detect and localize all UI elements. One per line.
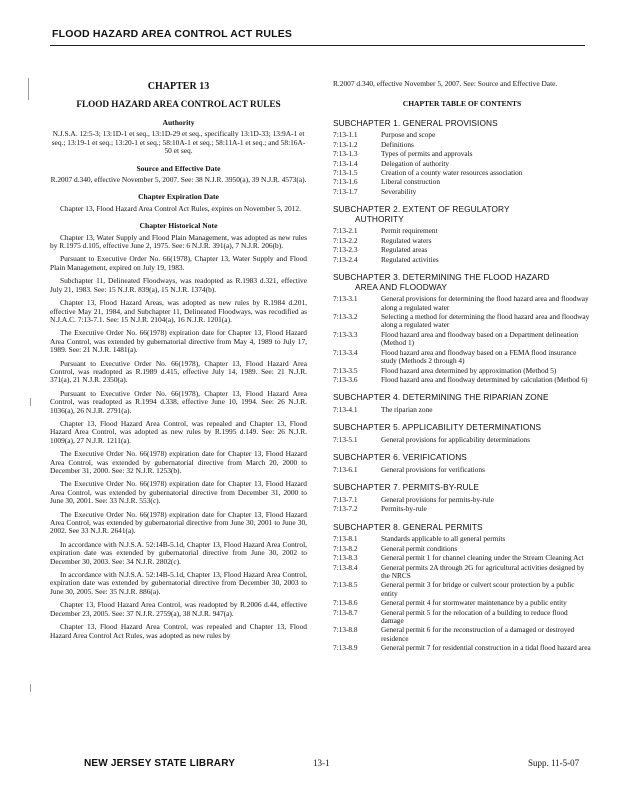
toc-subchapter-title — [333, 119, 591, 129]
toc-entry-text: Regulated areas — [381, 245, 428, 255]
toc-entry-number: 7:13-2.3 — [333, 245, 358, 255]
historical-paragraph: The Executive Order No. 66(1978) expiration date for Chapter 13, Flood Hazard Area Control, was extended by gubernatorial directive from May 4, 1989 to July 17, 1989. See: 21 N.J.R. 1481(a). — [50, 328, 307, 355]
toc-entry — [333, 131, 591, 139]
historical-paragraph: Chapter 13, Flood Hazard Areas, was adopted as new rules by R.1984 d.201, effective May 21, 1984, and Subchapter 11, Delineated Floodways, was recodified as N.J.A.C. 7:13-7.1. See: 15 N.J.R. 2104(a), 16 N.J.R. 1201(a). — [50, 298, 307, 324]
toc-entry-text: Delegation of authority — [381, 158, 450, 168]
toc-subchapter — [333, 523, 591, 653]
toc-subchapter — [333, 393, 591, 414]
toc-entry-text: Permits-by-rule — [381, 504, 427, 514]
toc-subchapter-title — [333, 205, 591, 224]
toc-subchapter-title-continuation: AREA AND FLOODWAY — [355, 281, 448, 292]
toc-entry-number: 7:13-1.1 — [333, 130, 358, 140]
right-column — [333, 80, 591, 654]
margin-mark — [30, 398, 31, 406]
historical-paragraph: Pursuant to Executive Order No. 66(1978), Chapter 13, Water Supply and Flood Plain Management, expired on July 19, 1983. — [50, 254, 307, 272]
toc-entry — [333, 188, 591, 196]
toc-entry — [333, 349, 591, 366]
toc-subchapter — [333, 205, 591, 264]
toc-entry-number: 7:13-1.6 — [333, 177, 358, 187]
historical-paragraph: The Executive Order No. 66(1978) expiration date for Chapter 13, Flood Hazard Area Control, was extended by gubernatorial directive from June 30, 2001 to June 30, 2002. See 33 N.J.R. 2641(a). — [50, 509, 307, 536]
toc-entry-number: 7:13-8.6 — [333, 598, 358, 608]
toc-entry-text: General permits 2A through 2G for agricultural activities designed by the NRCS — [381, 562, 585, 580]
toc-entry-text: Standards applicable to all general permits — [381, 534, 506, 544]
toc-entry-number: 7:13-3.4 — [333, 347, 358, 357]
toc-entry — [333, 644, 591, 652]
toc-entry — [333, 609, 591, 626]
toc-entry-text: General permit 6 for the reconstruction of a damaged or destroyed residence — [381, 625, 575, 643]
toc-subchapter-title-text: SUBCHAPTER 1. GENERAL PROVISIONS — [333, 117, 498, 128]
toc-entry-number: 7:13-1.4 — [333, 158, 358, 168]
toc-entry-number: 7:13-8.9 — [333, 643, 358, 653]
toc-entry-number: 7:13-1.3 — [333, 149, 358, 159]
toc-entry-number: 7:13-2.2 — [333, 235, 358, 245]
toc-entry — [333, 295, 591, 312]
running-head: FLOOD HAZARD AREA CONTROL ACT RULES — [52, 28, 293, 40]
toc-entry — [333, 141, 591, 149]
toc-entry-number: 7:13-6.1 — [333, 464, 358, 474]
toc-entry — [333, 331, 591, 348]
toc-entry-number: 7:13-7.2 — [333, 504, 358, 514]
toc-subchapter — [333, 423, 591, 444]
toc-entry-text: The riparian zone — [381, 404, 433, 414]
toc-entry-number: 7:13-8.8 — [333, 625, 358, 635]
toc-entry-text: General provisions for applicability determinations — [381, 434, 531, 444]
toc-entry-text: General permit 4 for stormwater maintenance by a public entity — [381, 598, 567, 608]
toc-entry — [333, 313, 591, 330]
source-heading: Source and Effective Date — [136, 163, 221, 173]
historical-note-heading: Chapter Historical Note — [139, 221, 218, 231]
toc-entry-number: 7:13-8.1 — [333, 534, 358, 544]
toc-subchapter-title-text: SUBCHAPTER 5. APPLICABILITY DETERMINATIONS — [333, 422, 542, 433]
toc-entry-number: 7:13-5.1 — [333, 434, 358, 444]
toc-entry-number: 7:13-8.4 — [333, 562, 358, 572]
toc-entry — [333, 367, 591, 375]
footer-library-stamp: NEW JERSEY STATE LIBRARY — [84, 758, 236, 769]
toc-entry-text: Regulated waters — [381, 235, 432, 245]
toc-entry-text: Flood hazard area determined by approximation (Method 5) — [381, 365, 557, 375]
toc-entry-text: Regulated activities — [381, 254, 439, 264]
margin-mark — [28, 78, 29, 100]
historical-paragraph: Pursuant to Executive Order No. 66(1978), Chapter 13, Flood Hazard Area Control, was readopted as R.1994 d.338, effective June 10, 1994. See: 26 N.J.R. 1036(a), 26 N.J.R. 2791(a). — [50, 388, 307, 415]
toc-entry — [333, 256, 591, 264]
toc-entry-number: 7:13-3.1 — [333, 294, 358, 304]
expiration-heading: Chapter Expiration Date — [138, 192, 219, 202]
toc-entry-number: 7:13-8.7 — [333, 607, 358, 617]
toc-subchapter-title-text: SUBCHAPTER 3. DETERMINING THE FLOOD HAZARD — [333, 272, 550, 283]
toc-entry-text: Types of permits and approvals — [381, 149, 473, 159]
toc-subchapter-title-text: SUBCHAPTER 8. GENERAL PERMITS — [333, 521, 483, 532]
toc-subchapter — [333, 273, 591, 384]
toc-subchapter-title-text: SUBCHAPTER 6. VERIFICATIONS — [333, 452, 467, 463]
toc-entry — [333, 227, 591, 235]
toc-entry-text: General permit 3 for bridge or culvert scour protection by a public entity — [381, 580, 575, 598]
toc-entry — [333, 160, 591, 168]
toc-entry-text: Liberal construction — [381, 177, 440, 187]
toc-entry-number: 7:13-2.1 — [333, 226, 358, 236]
toc-entry-number: 7:13-4.1 — [333, 404, 358, 414]
toc-subchapter-title-continuation: AUTHORITY — [355, 213, 404, 224]
toc-subchapter — [333, 483, 591, 513]
historical-note-continuation: R.2007 d.340, effective November 5, 2007. See: Source and Effective Date. — [333, 79, 558, 88]
toc-entry — [333, 376, 591, 384]
chapter-title: FLOOD HAZARD AREA CONTROL ACT RULES — [76, 99, 281, 109]
toc-entry-text: Definitions — [381, 139, 414, 149]
toc-entry — [333, 599, 591, 607]
toc-entry-number: 7:13-8.3 — [333, 553, 358, 563]
toc-entry-text: General permit 1 for channel cleaning under the Stream Cleaning Act — [381, 553, 584, 563]
toc-subchapter-title-text: SUBCHAPTER 7. PERMITS-BY-RULE — [333, 482, 479, 493]
toc-subchapter-title — [333, 523, 591, 533]
historical-paragraph: Subchapter 11, Delineated Floodways, was readopted as R.1983 d.321, effective July 21, 1983. See: 15 N.J.R. 839(a), 15 N.J.R. 1374(b). — [50, 276, 307, 294]
toc-entry — [333, 436, 591, 444]
historical-paragraph: Chapter 13, Flood Hazard Area Control, was repealed and Chapter 13, Flood Hazard Area Control, was adopted as new rules by R.1995 d.149. See: 26 N.J.R. 1009(a), 27 N.J.R. 1211(a). — [50, 418, 307, 445]
margin-mark — [30, 684, 31, 692]
toc-entry-number: 7:13-8.2 — [333, 543, 358, 553]
toc-entry-number: 7:13-3.2 — [333, 312, 358, 322]
toc-entry-text: General permit 5 for the relocation of a building to reduce flood damage — [381, 607, 568, 625]
toc-entry-text: Flood hazard area and floodway based on a FEMA flood insurance study (Methods 2 through 4) — [381, 347, 577, 366]
expiration-text: Chapter 13, Flood Hazard Area Control Act Rules, expires on November 5, 2012. — [60, 203, 301, 213]
toc-entry-text: Purpose and scope — [381, 130, 436, 140]
toc-entry-text: Selecting a method for determining the flood hazard area and floodway along a regulated water — [381, 312, 590, 330]
toc-entry — [333, 505, 591, 513]
historical-paragraph: The Executive Order No. 66(1978) expiration date for Chapter 13, Flood Hazard Area Control, was extended by gubernatorial directive from December 31, 2000 to June 30, 2001. See: 33 N.J.R. 553(c). — [50, 479, 307, 506]
toc-entry-text: Severability — [381, 186, 417, 196]
historical-paragraph: In accordance with N.J.S.A. 52:14B-5.1d, Chapter 13, Flood Hazard Area Control, expiration date was extended by gubernatorial directive from June 30, 2002 to December 30, 2003. See: 34 N.J.R. 2802(c). — [50, 539, 307, 566]
toc-entry — [333, 466, 591, 474]
historical-paragraph: In accordance with N.J.S.A. 52:14B-5.1d, Chapter 13, Flood Hazard Area Control, expiration date was extended by gubernatorial directive from December 30, 2003 to June 30, 2005. See: 35 N.J.R. 886(a). — [50, 570, 307, 596]
toc-entry-text: General provisions for determining the flood hazard area and floodway along a regulated water — [381, 294, 589, 312]
toc-entry-number: 7:13-1.5 — [333, 168, 358, 178]
toc-entry — [333, 169, 591, 177]
toc-entry — [333, 237, 591, 245]
toc-subchapter-title-text: SUBCHAPTER 2. EXTENT OF REGULATORY — [333, 204, 510, 215]
historical-paragraph: The Executive Order No. 66(1978) expiration date for Chapter 13, Flood Hazard Area Control, was extended by gubernatorial directive from March 20, 2000 to December 31, 2000. See: 32 N.J.R. 1253(b). — [50, 449, 307, 475]
toc-entry — [333, 246, 591, 254]
toc-entry — [333, 535, 591, 543]
toc-entry — [333, 545, 591, 553]
historical-paragraph: Pursuant to Executive Order No. 66(1978), Chapter 13, Flood Hazard Area Control, was readopted as R.1989 d.415, effective July 14, 1989. See: 21 N.J.R. 371(a), 21 N.J.R. 2350(a). — [50, 358, 307, 385]
table-of-contents — [333, 119, 591, 653]
left-column — [50, 80, 307, 645]
toc-entry-text: Flood hazard area and floodway determined by calculation (Method 6) — [381, 374, 588, 384]
chapter-label: CHAPTER 13 — [147, 81, 210, 92]
historical-paragraph: Chapter 13, Flood Hazard Area Control, was repealed and Chapter 13, Flood Hazard Area Control Act Rules, was adopted as new rules by — [50, 622, 307, 640]
toc-entry-number: 7:13-3.3 — [333, 329, 358, 339]
footer-page-number: 13-1 — [313, 758, 330, 768]
toc-entry — [333, 178, 591, 186]
historical-note — [50, 234, 307, 640]
toc-entry-text: Permit requirement — [381, 226, 438, 236]
historical-paragraph: Chapter 13, Water Supply and Flood Plain Management, was adopted as new rules by R.1975 d.105, effective June 2, 1975. See: 6 N.J.R. 391(a), 7 N.J.R. 206(b). — [50, 232, 307, 251]
toc-entry — [333, 406, 591, 414]
toc-entry-number: 7:13-1.7 — [333, 186, 358, 196]
toc-entry-text: General permit conditions — [381, 543, 458, 553]
toc-entry-text: Flood hazard area and floodway based on a Department delineation (Method 1) — [381, 329, 579, 348]
toc-entry-number: 7:13-3.6 — [333, 374, 358, 384]
toc-entry-text: Creation of a county water resources association — [381, 168, 523, 178]
historical-paragraph: Chapter 13, Flood Hazard Area Control, was readopted by R.2006 d.44, effective December 23, 2005. See: 37 N.J.R. 2759(a), 38 N.J.R. 947(a). — [50, 600, 307, 618]
toc-subchapter-title — [333, 483, 591, 493]
toc-entry — [333, 150, 591, 158]
toc-heading: CHAPTER TABLE OF CONTENTS — [402, 99, 522, 109]
source-text: R.2007 d.340, effective November 5, 2007. See: 38 N.J.R. 3950(a), 39 N.J.R. 4573(a). — [50, 175, 307, 185]
authority-text: N.J.S.A. 12:5-3; 13:1D-1 et seq., 13:1D-29 et seq., specifically 13:1D-33; 13:9A-1 et seq.; 13:19-1 et seq.; 13:20-1 et seq.; 58:10A-1 et seq.; 58:11A-1 et seq.; and 58:16A-50 et seq. — [51, 129, 306, 156]
toc-entry-number: 7:13-2.4 — [333, 254, 358, 264]
toc-subchapter — [333, 453, 591, 474]
toc-entry — [333, 581, 591, 598]
toc-entry — [333, 554, 591, 562]
toc-entry-number: 7:13-8.5 — [333, 580, 358, 590]
toc-entry-number: 7:13-7.1 — [333, 494, 358, 504]
toc-entry-number: 7:13-1.2 — [333, 139, 358, 149]
toc-entry — [333, 564, 591, 581]
toc-entry — [333, 626, 591, 643]
header-rule — [50, 45, 585, 46]
authority-heading: Authority — [162, 118, 195, 127]
toc-subchapter-title — [333, 393, 591, 403]
toc-entry-text: General permit 7 for residential construction in a tidal flood hazard area — [381, 643, 591, 653]
toc-subchapter-title-text: SUBCHAPTER 4. DETERMINING THE RIPARIAN ZONE — [333, 392, 549, 403]
toc-entry-text: General provisions for permits-by-rule — [381, 494, 494, 504]
toc-subchapter-title — [333, 423, 591, 433]
toc-entry-text: General provisions for verifications — [381, 464, 485, 474]
footer-supplement: Supp. 11-5-07 — [528, 758, 580, 768]
toc-entry — [333, 496, 591, 504]
toc-entry-number: 7:13-3.5 — [333, 365, 358, 375]
toc-subchapter-title — [333, 453, 591, 463]
toc-subchapter — [333, 119, 591, 196]
toc-subchapter-title — [333, 273, 591, 292]
